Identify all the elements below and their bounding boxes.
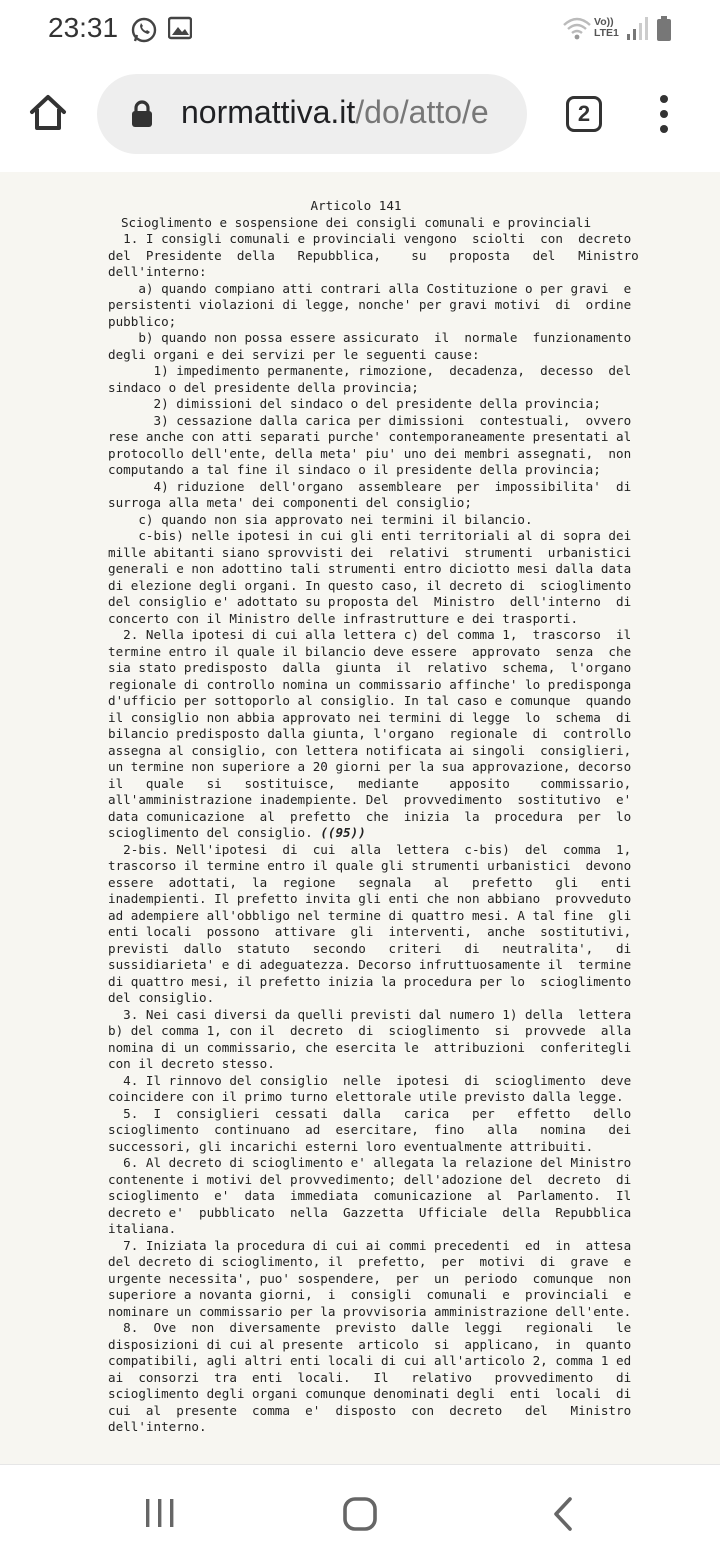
article-paragraph bbox=[108, 1155, 632, 1238]
article-subtitle: Scioglimento e sospensione dei consigli comunali e provinciali bbox=[120, 214, 592, 230]
amendment-note: ((95)) bbox=[320, 825, 366, 840]
browser-toolbar bbox=[0, 60, 720, 173]
paragraph-text: 2. Nella ipotesi di cui alla lettera c) del comma 1, trascorso il termine entro il quale il bilancio deve essere approvato senza che sia stato predisposto dalla giunta il relativo schema, l'organo regionale di controllo nomina un commissario affinche' lo predisponga d'ufficio per sottoporlo al consiglio. In tal caso e comunque quando il consiglio non abbia approvato nei termini di legge lo schema di bilancio predisposto dalla giunta, l'organo regionale di controllo assegna al consiglio, con lettera notificata ai singoli consiglieri, un termine non superiore a 20 giorni per la sua approvazione, decorso il quale si sostituisce, mediante apposito commissario, all'amministrazione inadempiente. Del provvedimento sostitutivo e' data comunicazione al prefetto che inizia la procedura per lo scioglimento del consiglio. bbox=[108, 627, 632, 840]
web-content[interactable] bbox=[0, 172, 720, 1464]
back-icon[interactable] bbox=[552, 1497, 574, 1536]
url-text[interactable] bbox=[181, 94, 489, 131]
article-paragraph bbox=[108, 1105, 632, 1156]
paragraph-text: 1. I consigli comunali e provinciali vengono sciolti con decreto del Presidente della Repubblica, su proposta del Ministro dell'interno: a) quando compiano atti contrari alla Costituzione o per gravi e persistenti violazioni di legge, nonche' per gravi motivi di ordine pubblico; b) quando non possa essere assicurato il normale funzionamento degli organi e dei servizi per le seguenti cause: 1) impedimento permanente, rimozione, decadenza, decesso del sindaco o del presidente della provincia; 2) dimissioni del sindaco o del presidente della provincia; 3) cessazione dalla carica per dimissioni contestuali, ovvero rese anche con atti separati purche' contemporaneamente presentati al protocollo dell'ente, della meta' piu' uno dei membri assegnati, non computando a tal fine il sindaco o il presidente della provincia; 4) riduzione dell'organo assembleare per impossibilita' di surroga alla meta' dei componenti del consiglio; c) quando non sia approvato nei termini il bilancio. c-bis) nelle ipotesi in cui gli enti territoriali al di sopra dei mille abitanti siano sprovvisti dei relativi strumenti urbanistici generali e non adottino tali strumenti entro diciotto mesi dalla data di elezione degli organi. In questo caso, il decreto di scioglimento del consiglio e' adottato su proposta del Ministro dell'interno di concerto con il Ministro delle infrastrutture e dei trasporti. bbox=[108, 231, 639, 626]
article-paragraph bbox=[108, 1072, 632, 1106]
paragraph-text: 5. I consiglieri cessati dalla carica per effetto dello scioglimento continuano ad esercitare, fino alla nomina dei successori, gli incarichi esterni loro eventualmente attribuiti. bbox=[108, 1105, 632, 1154]
url-path: /do/atto/e bbox=[355, 94, 489, 130]
system-navigation-bar bbox=[0, 1464, 720, 1561]
paragraph-text: 2-bis. Nell'ipotesi di cui alla lettera c-bis) del comma 1, trascorso il termine entro il quale gli strumenti urbanistici devono essere adottati, la regione segnala al prefetto gli enti inadempienti. Il prefetto invita gli enti che non abbiano provveduto ad adempiere all'obbligo nel termine di quattro mesi. A tal fine gli enti locali possono attivare gli interventi, anche sostitutivi, previsti dallo statuto secondo criteri di neutralita', di sussidiarieta' e di adeguatezza. Decorso infruttuosamente il termine di quattro mesi, il prefetto inizia la procedura per lo scioglimento del consiglio. bbox=[108, 841, 632, 1005]
article-paragraph bbox=[108, 841, 632, 1007]
paragraph-text: 4. Il rinnovo del consiglio nelle ipotesi di scioglimento deve coincidere con il primo turno elettorale utile previsto dalla legge. bbox=[108, 1072, 632, 1104]
url-domain: normattiva.it bbox=[181, 94, 356, 130]
recent-apps-icon[interactable] bbox=[144, 1497, 176, 1534]
home-icon[interactable] bbox=[28, 92, 68, 137]
status-time: 23:31 bbox=[48, 12, 119, 43]
article-paragraph bbox=[108, 1320, 632, 1436]
paragraph-text: 6. Al decreto di scioglimento e' allegata la relazione del Ministro contenente i motivi del provvedimento; dell'adozione del decreto di scioglimento e' data immediata comunicazione al Parlamento. Il decreto e' pubblicato nella Gazzetta Ufficiale della Repubblica italiana. bbox=[108, 1155, 632, 1236]
gallery-icon bbox=[168, 16, 192, 45]
signal-icon bbox=[626, 16, 650, 47]
status-bar bbox=[0, 0, 720, 60]
address-bar[interactable] bbox=[97, 74, 527, 154]
article-paragraph bbox=[108, 1006, 632, 1073]
battery-icon bbox=[656, 16, 672, 47]
wifi-icon bbox=[562, 16, 592, 47]
article-title: Articolo 141 bbox=[310, 198, 402, 213]
paragraph-text: 7. Iniziata la procedura di cui ai commi precedenti ed in attesa del decreto di scioglimento, il prefetto, per motivi di grave e urgente necessita', puo' sospendere, per un periodo comunque non superiore a novanta giorni, i consigli comunali e provinciali e nominare un commissario per la provvisoria amministrazione dell'ente. bbox=[108, 1237, 632, 1319]
paragraph-text: 8. Ove non diversamente previsto dalle leggi regionali le disposizioni di cui al presente articolo si applicano, in quanto compatibili, agli altri enti locali di cui all'articolo 2, comma 1 ed ai consorzi tra enti locali. Il relativo provvedimento di scioglimento degli organi comunque denominati degli enti locali di cui al presente comma e' disposto con decreto del Ministro dell'interno. bbox=[108, 1320, 632, 1434]
lock-icon bbox=[131, 100, 153, 133]
home-nav-icon[interactable] bbox=[343, 1497, 377, 1536]
network-type-label: Vo)) LTE1 bbox=[594, 16, 619, 39]
article-paragraph bbox=[108, 627, 632, 842]
article-paragraph bbox=[108, 1237, 632, 1321]
tab-count: 2 bbox=[577, 101, 591, 126]
tab-switcher-icon[interactable] bbox=[566, 96, 602, 132]
article-text bbox=[108, 198, 639, 1436]
paragraph-text: 3. Nei casi diversi da quelli previsti dal numero 1) della lettera b) del comma 1, con il decreto di scioglimento si provvede alla nomina di un commissario, che esercita le attribuzioni conferitegli con il decreto stesso. bbox=[108, 1006, 632, 1071]
whatsapp-icon bbox=[130, 16, 158, 49]
more-vert-icon[interactable] bbox=[654, 94, 674, 139]
article-paragraph bbox=[108, 231, 639, 627]
